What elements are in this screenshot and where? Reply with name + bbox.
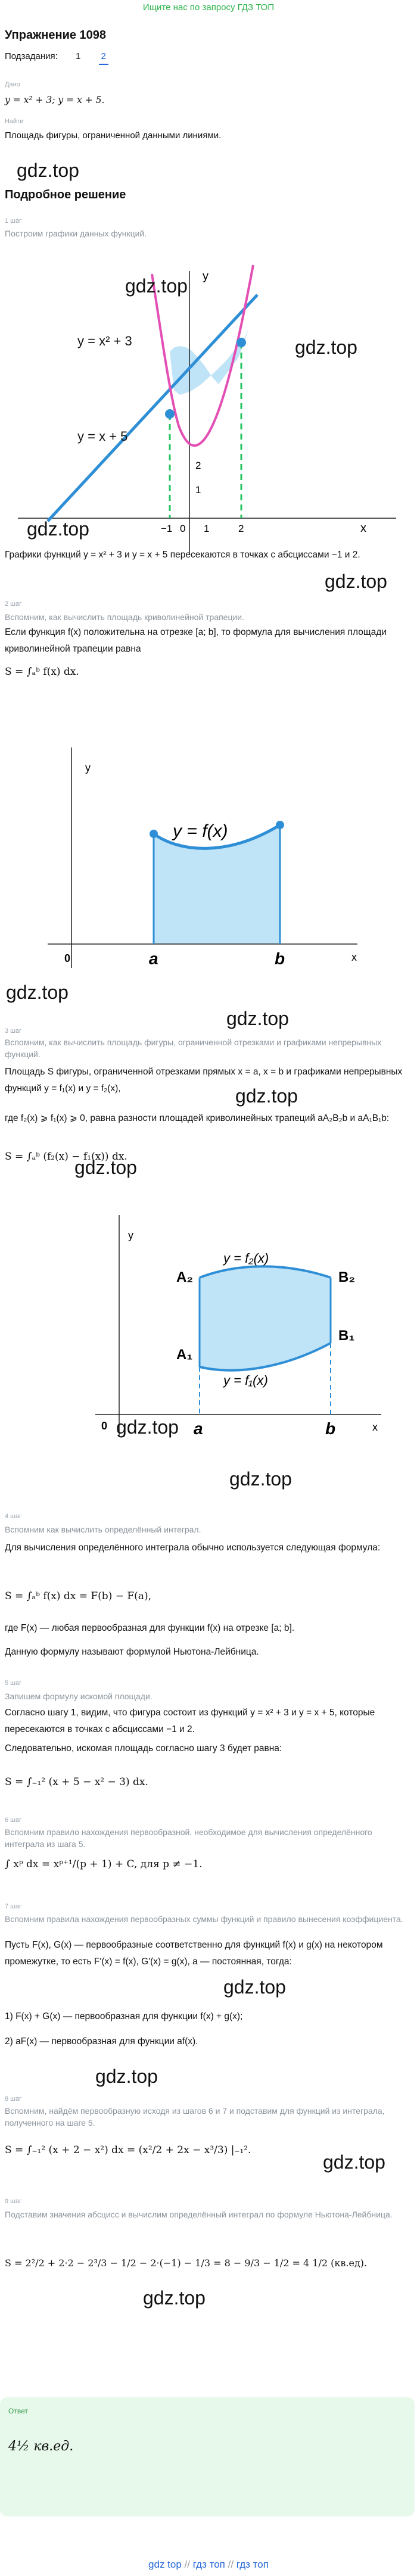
step-4-text-3: Данную формулу называют формулой Ньютона-Лейбница. xyxy=(5,1647,259,1657)
step-5-text-1: Согласно шагу 1, видим, что фигура состоит из функций y = x² + 3 и y = x + 5, которые пересекаются в точках с абсциссами −1 и 2. xyxy=(5,1708,375,1734)
answer-label: Ответ xyxy=(8,2407,28,2415)
subtasks-nav xyxy=(5,51,108,65)
tick-y-2: 2 xyxy=(195,460,201,471)
watermark: gdz.top xyxy=(17,160,79,181)
step-7-hint: Вспомним правила нахождения первообразных суммы функций и правило вынесения коэффициента. xyxy=(5,1914,403,1924)
f2-label: y = f₂(x) xyxy=(223,1251,269,1266)
x-axis-label: x xyxy=(360,522,366,535)
step-8-formula: S = ∫₋₁² (x + 2 − x²) dx = (x²/2 + 2x − x³/3) |₋₁². xyxy=(5,2144,251,2156)
step-9-hint: Подставим значения абсцисс и вычислим определённый интеграл по формуле Ньютона-Лейбница. xyxy=(5,2210,393,2219)
curve-label: y = x² + 3 xyxy=(77,334,132,348)
step-6-hint: Вспомним правило нахождения первообразной, необходимое для вычисления определённого интеграла из шага 5. xyxy=(5,1827,372,1849)
exercise-title: Упражнение 1098 xyxy=(5,29,107,42)
footer-separator: // xyxy=(228,2559,234,2570)
shaded-area xyxy=(170,328,249,395)
footer-separator: // xyxy=(184,2559,190,2570)
curve-label: y = f(x) xyxy=(173,821,228,841)
step-6-label: 6 шаг xyxy=(5,1817,22,1824)
step-1-text: Графики функций y = x² + 3 и y = x + 5 пересекаются в точках с абсциссами −1 и 2. xyxy=(5,550,360,560)
tick-x-1: 1 xyxy=(204,523,210,534)
f1-label: y = f₁(x) xyxy=(223,1373,268,1388)
label-A1: A₁ xyxy=(176,1347,193,1363)
watermark: gdz.top xyxy=(95,2066,158,2087)
watermark: gdz.top xyxy=(226,1008,289,1029)
step-3-text-1: Площадь S фигуры, ограниченной отрезками прямых x = a, x = b и графиками непрерывных функций y = f₁(x) и y = f₂(x), xyxy=(5,1067,403,1094)
given-formula: y = x² + 3; y = x + 5. xyxy=(5,95,105,105)
step-1-hint: Построим графики данных функций. xyxy=(5,229,147,238)
tick-y-1: 1 xyxy=(195,484,201,496)
y-axis-label: y xyxy=(203,270,208,283)
origin-label: 0 xyxy=(64,952,71,964)
find-text: Площадь фигуры, ограниченной данными линиями. xyxy=(5,130,222,141)
tick-x-0: 0 xyxy=(180,523,186,534)
step-5-label: 5 шаг xyxy=(5,1680,22,1687)
step-7-rule-2: 2) aF(x) — первообразная для функции af(x). xyxy=(5,2036,198,2047)
given-label: Дано xyxy=(5,81,20,88)
step-2-label: 2 шаг xyxy=(5,600,22,608)
y-axis-label: y xyxy=(128,1229,133,1241)
step-2-text: Если функция f(x) положительна на отрезке [a; b], то формула для вычисления площади криволинейной трапеции равна xyxy=(5,627,387,654)
watermark: gdz.top xyxy=(6,982,69,1003)
step-5-hint: Запишем формулу искомой площади. xyxy=(5,1692,153,1701)
footer-link-3[interactable]: гдз топ xyxy=(236,2559,269,2570)
search-link[interactable]: Ищите нас по запросу ГДЗ ТОП xyxy=(142,2,275,13)
step-7-rule-1: 1) F(x) + G(x) — первообразная для функции f(x) + g(x); xyxy=(5,2011,243,2021)
line-label: y = x + 5 xyxy=(77,429,128,444)
solution-title: Подробное решение xyxy=(5,188,126,201)
line-graph xyxy=(48,295,257,521)
step-1-label: 1 шаг xyxy=(5,217,22,225)
watermark: gdz.top xyxy=(143,2287,206,2309)
point-b xyxy=(276,821,284,829)
subtasks-label: Подзадания: xyxy=(5,51,58,61)
step-3-graph xyxy=(0,1179,417,1441)
watermark: gdz.top xyxy=(74,1157,137,1178)
watermark: gdz.top xyxy=(125,275,188,297)
step-4-hint: Вспомним как вычислить определённый интеграл. xyxy=(5,1525,201,1534)
x-axis-label: x xyxy=(372,1421,378,1433)
answer-box xyxy=(0,2397,415,2516)
step-8-hint: Вспомним, найдём первообразную исходя из шагов 6 и 7 и подставим для функций из интеграла, полученного на шаге 5. xyxy=(5,2106,385,2128)
step-6-formula: ∫ xᵖ dx = xᵖ⁺¹/(p + 1) + C, для p ≠ −1. xyxy=(5,1858,203,1870)
b-label: b xyxy=(275,949,285,968)
a-label: a xyxy=(194,1419,203,1438)
origin-label: 0 xyxy=(101,1420,108,1432)
watermark: gdz.top xyxy=(323,2151,385,2173)
x-axis-label: x xyxy=(351,951,357,963)
step-5-text-2: Следовательно, искомая площадь согласно шагу 3 будет равна: xyxy=(5,1743,282,1753)
step-3-hint: Вспомним, как вычислить площадь фигуры, ограниченной отрезками и графиками непрерывных функций. xyxy=(5,1038,382,1059)
answer-value: 4½ кв.ед. xyxy=(8,2439,74,2454)
step-5-formula: S = ∫₋₁² (x + 5 − x² − 3) dx. xyxy=(5,1776,148,1788)
watermark: gdz.top xyxy=(27,518,89,540)
watermark: gdz.top xyxy=(235,1085,298,1107)
step-7-text-1: Пусть F(x), G(x) — первообразные соответственно для функций f(x) и g(x) на некотором промежутке, то есть F′(x) = f(x), G′(x) = g(x), a — постоянная, тогда: xyxy=(5,1940,383,1967)
a-label: a xyxy=(149,949,158,968)
step-9-formula: S = 2²/2 + 2·2 − 2³/3 − 1/2 − 2·(−1) − 1/3 = 8 − 9/3 − 1/2 = 4 1/2 (кв.ед). xyxy=(5,2257,368,2269)
watermark: gdz.top xyxy=(295,337,357,358)
step-3-formula: S = ∫ₐᵇ (f₂(x) − f₁(x)) dx. xyxy=(5,1151,127,1163)
subtask-2-link[interactable]: 2 xyxy=(99,51,108,65)
label-B1: B₁ xyxy=(338,1328,355,1344)
tick-x-2: 2 xyxy=(238,523,244,534)
watermark: gdz.top xyxy=(229,1468,292,1490)
watermark: gdz.top xyxy=(325,571,387,592)
intersection-left xyxy=(165,409,175,419)
step-2-hint: Вспомним, как вычислить площадь криволинейной трапеции. xyxy=(5,612,245,622)
region-fill xyxy=(200,1266,331,1370)
find-label: Найти xyxy=(5,118,24,125)
label-A2: A₂ xyxy=(176,1269,193,1285)
point-a xyxy=(150,830,158,838)
intersection-right xyxy=(236,338,246,347)
step-4-text-1: Для вычисления определённого интеграла обычно используется следующая формула: xyxy=(5,1543,381,1553)
subtask-1-link[interactable]: 1 xyxy=(76,51,81,61)
step-3-text-2: где f₂(x) ⩾ f₁(x) ⩾ 0, равна разности площадей криволинейных трапеций aA₂B₂b и aA₁B₁b: xyxy=(5,1113,390,1123)
step-8-label: 8 шаг xyxy=(5,2095,22,2102)
footer-link-1[interactable]: gdz top xyxy=(148,2559,182,2570)
y-axis-label: y xyxy=(85,762,91,774)
step-4-text-2: где F(x) — любая первообразная для функции f(x) на отрезке [a; b]. xyxy=(5,1623,295,1633)
tick-x-minus1: −1 xyxy=(161,523,173,534)
watermark: gdz.top xyxy=(223,1976,286,1998)
footer-link-2[interactable]: гдз топ xyxy=(192,2559,225,2570)
step-3-label: 3 шаг xyxy=(5,1027,22,1035)
step-2-formula: S = ∫ₐᵇ f(x) dx. xyxy=(5,666,79,678)
step-4-formula: S = ∫ₐᵇ f(x) dx = F(b) − F(a), xyxy=(5,1590,151,1602)
footer-links xyxy=(0,2559,417,2571)
step-4-label: 4 шаг xyxy=(5,1513,22,1520)
step-7-label: 7 шаг xyxy=(5,1903,22,1910)
b-label: b xyxy=(325,1419,336,1438)
label-B2: B₂ xyxy=(338,1269,355,1285)
step-2-graph xyxy=(0,700,417,974)
step-9-label: 9 шаг xyxy=(5,2198,22,2205)
watermark: gdz.top xyxy=(116,1416,179,1438)
